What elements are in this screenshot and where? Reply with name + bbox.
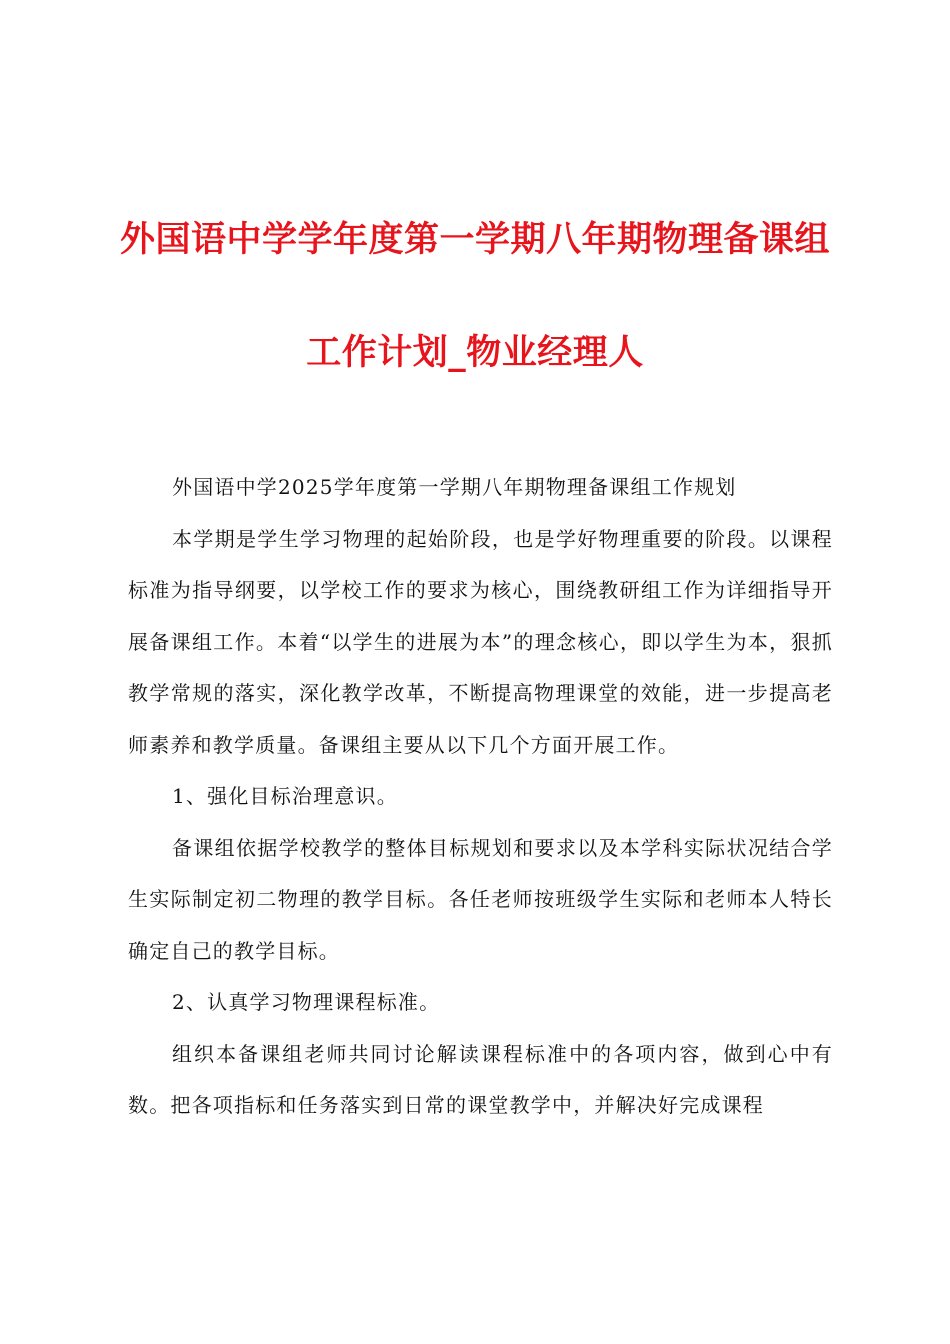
document-title-line-1: 外国语中学学年度第一学期八年期物理备课组 bbox=[119, 220, 830, 260]
paragraph-section-1: 备课组依据学校教学的整体目标规划和要求以及本学科实际状况结合学生实际制定初二物理的教学目标。各任老师按班级学生实际和老师本人特长确定自己的教学目标。 bbox=[128, 835, 833, 963]
paragraph-plan-heading: 外国语中学2025学年度第一学期八年期物理备课组工作规划 bbox=[172, 475, 737, 499]
paragraph-section-2: 组织本备课组老师共同讨论解读课程标准中的各项内容，做到心中有数。把各项指标和任务落实到日常的课堂教学中，并解决好完成课程 bbox=[128, 1041, 833, 1117]
section-heading-1: 1、强化目标治理意识。 bbox=[172, 784, 398, 808]
document-title-line-2: 工作计划_物业经理人 bbox=[306, 333, 644, 373]
section-heading-2: 2、认真学习物理课程标准。 bbox=[172, 990, 441, 1014]
document-body bbox=[128, 462, 833, 1132]
paragraph-intro: 本学期是学生学习物理的起始阶段，也是学好物理重要的阶段。以课程标准为指导纲要，以学校工作的要求为核心，围绕教研组工作为详细指导开展备课组工作。本着“以学生的进展为本”的理念核心，即以学生为本，狠抓教学常规的落实，深化教学改革，不断提高物理课堂的效能，进一步提高老师素养和教学质量。备课组主要从以下几个方面开展工作。 bbox=[128, 526, 833, 757]
